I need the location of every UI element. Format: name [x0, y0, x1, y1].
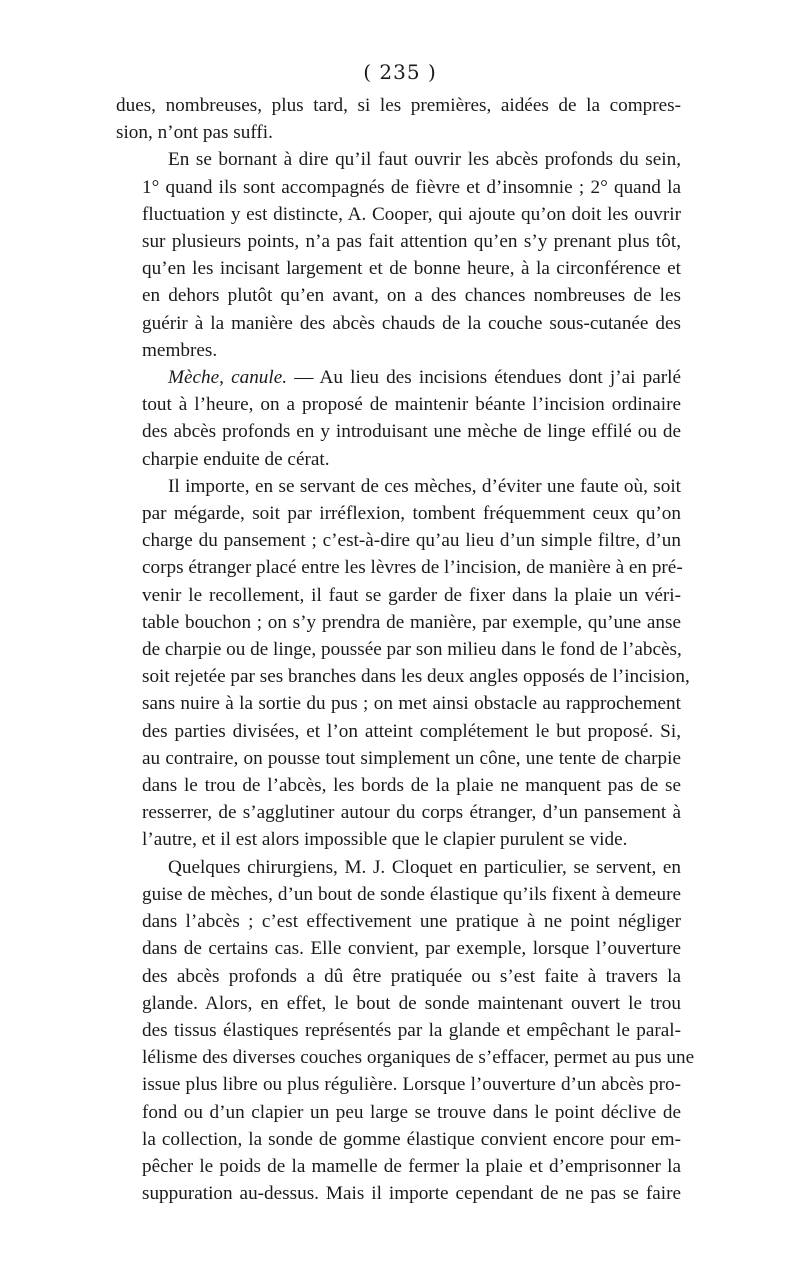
text-line: membres.	[142, 339, 218, 361]
text-line	[116, 364, 681, 391]
text-line: tout à l’heure, on a proposé de maintenir béante l’incision ordinaire	[142, 394, 681, 416]
paragraph-continued	[116, 92, 681, 146]
section-heading: Mèche, canule.	[168, 367, 288, 389]
text-line: En se bornant à dire qu’il faut ouvrir les abcès profonds du sein,	[168, 149, 681, 171]
text-line: table bouchon ; on s’y prendra de manière, par exemple, qu’une anse	[142, 611, 681, 633]
text-line: suppuration au-dessus. Mais il importe cependant de ne pas se faire	[142, 1183, 681, 1205]
text-line: de charpie ou de linge, poussée par son milieu dans le fond de l’abcès,	[142, 639, 682, 661]
text-line: issue plus libre ou plus régulière. Lorsque l’ouverture d’un abcès pro-	[142, 1074, 681, 1096]
text-line: des abcès profonds a dû être pratiquée ou s’est faite à travers la	[142, 965, 681, 987]
text-line: l’autre, et il est alors impossible que le clapier purulent se vide.	[142, 829, 628, 851]
text-line: en dehors plutôt qu’en avant, on a des chances nombreuses de les	[142, 285, 681, 307]
paragraph-meche-canule	[116, 364, 681, 473]
text-line: venir le recollement, il faut se garder de fixer dans la plaie un véri-	[142, 584, 681, 606]
text-line: la collection, la sonde de gomme élastique convient encore pour em-	[142, 1128, 681, 1150]
text-line: qu’en les incisant largement et de bonne heure, à la circonférence et	[142, 258, 681, 280]
text-line: sur plusieurs points, n’a pas fait attention qu’en s’y prenant plus tôt,	[142, 231, 681, 253]
body-text	[116, 92, 695, 1207]
text-line: glande. Alors, en effet, le bout de sonde maintenant ouvert le trou	[142, 992, 681, 1014]
text-line: dues, nombreuses, plus tard, si les premières, aidées de la compres-	[116, 95, 681, 116]
paragraph	[116, 146, 681, 364]
text-line: dans le trou de l’abcès, les bords de la plaie ne manquent pas de se	[142, 775, 681, 797]
text-line: charge du pansement ; c’est-à-dire qu’au lieu d’un simple filtre, d’un	[142, 530, 681, 552]
text-line: guise de mèches, d’un bout de sonde élastique qu’ils fixent à demeure	[142, 883, 681, 905]
text-line: pêcher le poids de la mamelle de fermer la plaie et d’emprisonner la	[142, 1155, 681, 1177]
text-line: 1° quand ils sont accompagnés de fièvre et d’insomnie ; 2° quand la	[142, 176, 681, 198]
text-line: charpie enduite de cérat.	[142, 448, 330, 470]
text-line: fluctuation y est distincte, A. Cooper, qui ajoute qu’on doit les ouvrir	[142, 203, 681, 225]
text-line: des parties divisées, et l’on atteint complétement le but proposé. Si,	[142, 720, 681, 742]
text-line: dans l’abcès ; c’est effectivement une pratique à ne point négliger	[142, 911, 681, 933]
text-line: soit rejetée par ses branches dans les deux angles opposés de l’incision,	[142, 666, 690, 688]
text-line: au contraire, on pousse tout simplement un cône, une tente de charpie	[142, 747, 681, 769]
text-line: corps étranger placé entre les lèvres de l’incision, de manière à en pré-	[142, 557, 683, 579]
text-line: des abcès profonds en y introduisant une mèche de linge effilé ou de	[142, 421, 681, 443]
paragraph	[116, 473, 690, 854]
text-line: lélisme des diverses couches organiques de s’effacer, permet au pus une	[142, 1047, 695, 1069]
page-number: ( 235 )	[363, 60, 437, 84]
paragraph	[116, 854, 695, 1208]
text-line: des tissus élastiques représentés par la glande et empêchant le paral-	[142, 1019, 681, 1041]
text-line: resserrer, de s’agglutiner autour du corps étranger, d’un pansement à	[142, 802, 681, 824]
text-line: fond ou d’un clapier un peu large se trouve dans le point déclive de	[142, 1101, 681, 1123]
text-line: Il importe, en se servant de ces mèches, d’éviter une faute où, soit	[168, 475, 681, 497]
text-line: dans de certains cas. Elle convient, par exemple, lorsque l’ouverture	[142, 938, 681, 960]
text-line: guérir à la manière des abcès chauds de la couche sous-cutanée des	[142, 312, 681, 334]
text-line: par mégarde, soit par irréflexion, tombent fréquemment ceux qu’on	[142, 503, 681, 525]
text-line: Quelques chirurgiens, M. J. Cloquet en particulier, se servent, en	[168, 856, 681, 878]
text-line: sans nuire à la sortie du pus ; on met ainsi obstacle au rapprochement	[142, 693, 681, 715]
text-line: sion, n’ont pas suffi.	[116, 122, 273, 144]
text-run: — Au lieu des incisions étendues dont j’ai parlé	[287, 367, 681, 389]
